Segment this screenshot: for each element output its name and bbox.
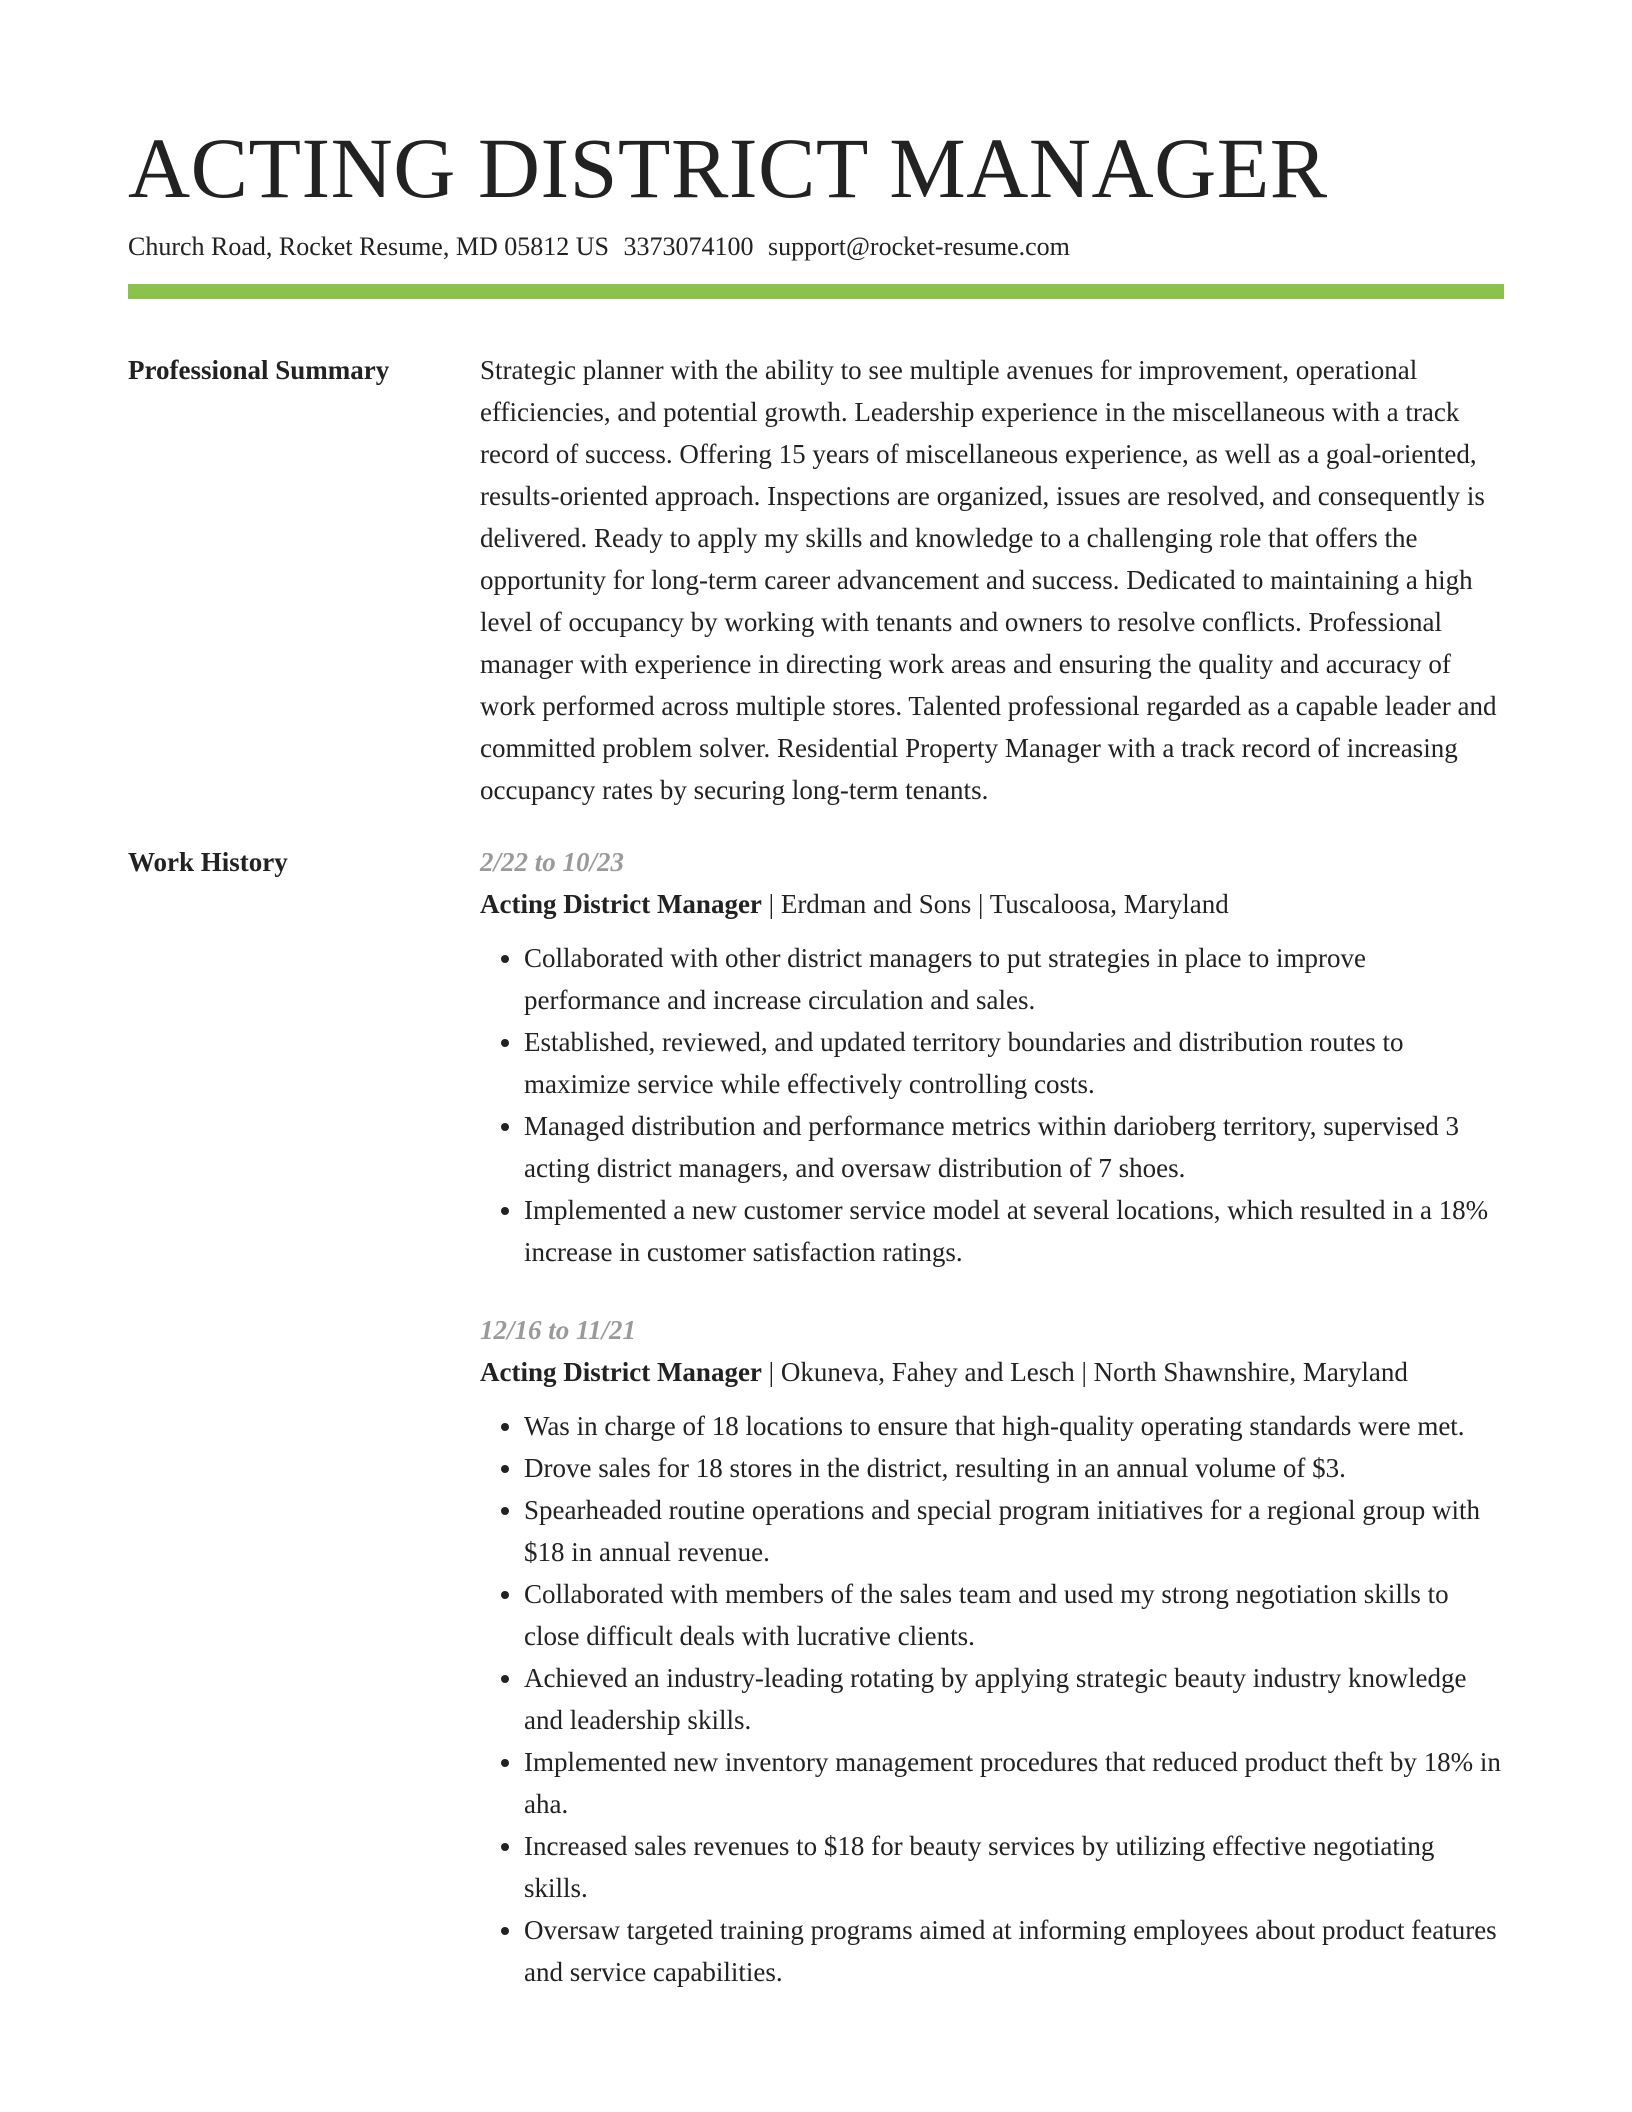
job-bullet: • Collaborated with members of the sales team and used my strong negotiation skills to close difficult deals with lucrative clients.: [524, 1573, 1504, 1657]
section-label-summary: Professional Summary: [128, 355, 390, 385]
contact-phone: 3373074100: [623, 232, 754, 261]
job-title: Acting District Manager: [480, 889, 762, 919]
job-bullets: [480, 1405, 1504, 1993]
job-entry: [480, 1309, 1504, 1993]
job-title: Acting District Manager: [480, 1357, 762, 1387]
job-bullet: • Implemented new inventory management procedures that reduced product theft by 18% in aha.: [524, 1741, 1504, 1825]
job-heading: [480, 1351, 1504, 1393]
job-bullet: • Achieved an industry-leading rotating by applying strategic beauty industry knowledge and leadership skills.: [524, 1657, 1504, 1741]
contact-email: support@rocket-resume.com: [767, 232, 1070, 261]
contact-line: [128, 230, 1504, 264]
job-bullet: • Increased sales revenues to $18 for beauty services by utilizing effective negotiating skills.: [524, 1825, 1504, 1909]
job-bullet: • Drove sales for 18 stores in the district, resulting in an annual volume of $3.: [524, 1447, 1504, 1489]
job-bullet: • Managed distribution and performance metrics within darioberg territory, supervised 3 acting district managers, and oversaw distribution of 7 shoes.: [524, 1105, 1504, 1189]
job-bullet: • Spearheaded routine operations and special program initiatives for a regional group with $18 in annual revenue.: [524, 1489, 1504, 1573]
job-bullets: [480, 937, 1504, 1273]
job-details: | Erdman and Sons | Tuscaloosa, Maryland: [761, 889, 1229, 919]
work-body: [480, 841, 1504, 1993]
job-details: | Okuneva, Fahey and Lesch | North Shawnshire, Maryland: [761, 1357, 1408, 1387]
job-bullet: • Oversaw targeted training programs aimed at informing employees about product features and service capabilities.: [524, 1909, 1504, 1993]
job-heading: [480, 883, 1504, 925]
job-dates: 12/16 to 11/21: [480, 1315, 637, 1345]
resume-page: [128, 118, 1504, 1993]
summary-body: [480, 349, 1504, 811]
section-label-work: Work History: [128, 847, 288, 877]
job-bullet: • Established, reviewed, and updated territory boundaries and distribution routes to maximize service while effectively controlling costs.: [524, 1021, 1504, 1105]
contact-address: Church Road, Rocket Resume, MD 05812 US: [128, 232, 609, 261]
professional-summary-section: [128, 349, 1504, 811]
job-bullet: • Was in charge of 18 locations to ensure that high-quality operating standards were met.: [524, 1405, 1504, 1447]
summary-text: Strategic planner with the ability to see multiple avenues for improvement, operational efficiencies, and potential growth. Leadership experience in the miscellaneous with a track record of success. Offering 15 years of miscellaneous experience, as well as a goal-oriented, results-oriented approach. Inspections are organized, issues are resolved, and consequently is delivered. Ready to apply my skills and knowledge to a challenging role that offers the opportunity for long-term career advancement and success. Dedicated to maintaining a high level of occupancy by working with tenants and owners to resolve conflicts. Professional manager with experience in directing work areas and ensuring the quality and accuracy of work performed across multiple stores. Talented professional regarded as a capable leader and committed problem solver. Residential Property Manager with a track record of increasing occupancy rates by securing long-term tenants.: [480, 355, 1497, 805]
job-bullet: • Implemented a new customer service model at several locations, which resulted in a 18% increase in customer satisfaction ratings.: [524, 1189, 1504, 1273]
work-history-section: [128, 841, 1504, 1993]
job-entry: [480, 841, 1504, 1273]
job-dates: 2/22 to 10/23: [480, 847, 625, 877]
header-divider: [128, 284, 1504, 299]
resume-title: ACTING DISTRICT MANAGER: [128, 120, 1328, 216]
job-bullet: • Collaborated with other district managers to put strategies in place to improve performance and increase circulation and sales.: [524, 937, 1504, 1021]
